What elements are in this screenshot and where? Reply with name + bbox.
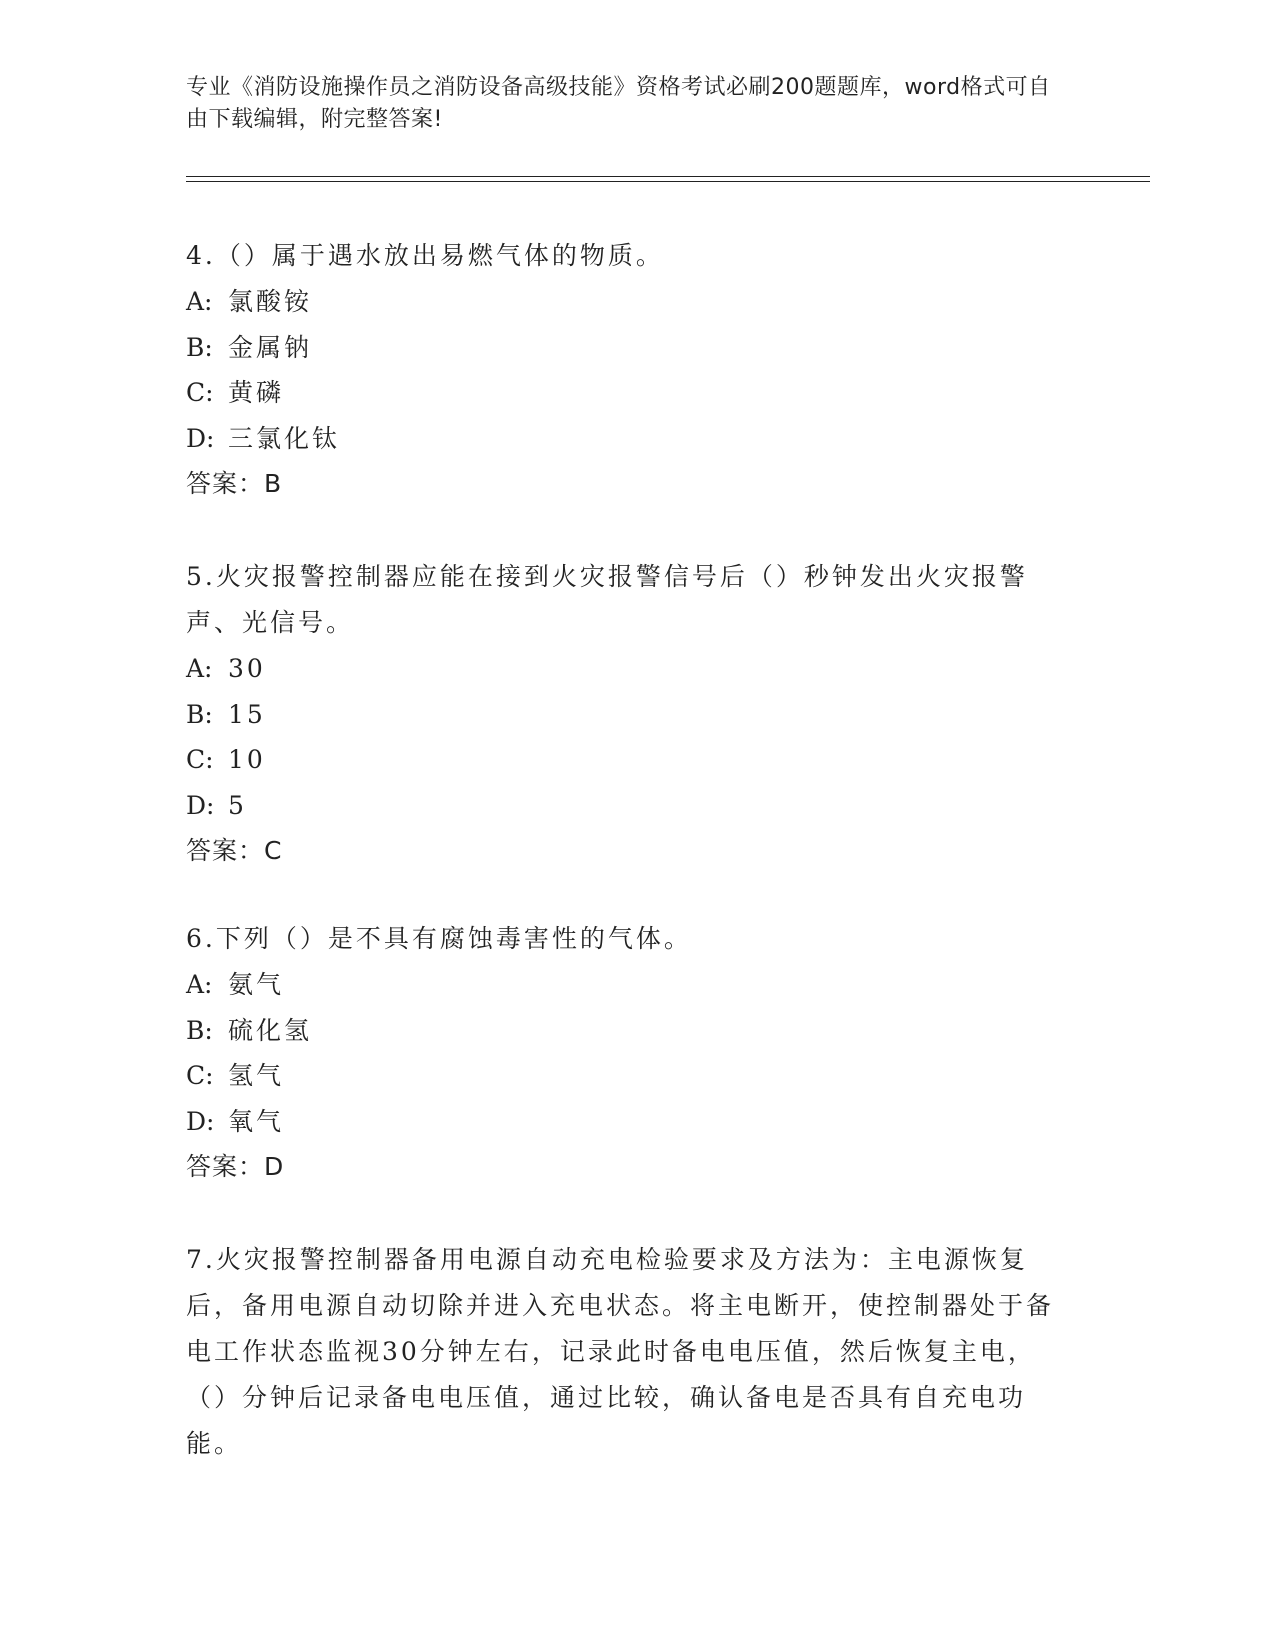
question-stem: 6.下列（）是不具有腐蚀毒害性的气体。 <box>186 924 692 953</box>
option-text: 10 <box>228 745 266 774</box>
question-4 <box>186 233 1066 507</box>
option-text: 氯酸铵 <box>228 287 313 316</box>
option-text: 硫化氢 <box>228 1015 313 1045</box>
option-b <box>186 325 1066 371</box>
question-stem: 5.火灾报警控制器应能在接到火灾报警信号后（）秒钟发出火灾报警声、光信号。 <box>186 562 1028 637</box>
option-text: 氧气 <box>228 1106 285 1136</box>
option-letter: C: <box>186 378 214 407</box>
option-letter: B: <box>186 699 213 729</box>
option-b <box>186 1008 1066 1054</box>
option-letter: B: <box>186 332 213 362</box>
option-letter: C: <box>186 1061 214 1090</box>
answer-line: 答案：B <box>186 469 283 498</box>
option-text: 5 <box>228 790 247 820</box>
option-a <box>186 279 1066 325</box>
option-c <box>186 1053 1066 1099</box>
option-a <box>186 646 1066 692</box>
option-text: 15 <box>228 699 266 729</box>
option-letter: A: <box>186 970 213 999</box>
option-letter: D: <box>186 790 215 820</box>
option-letter: A: <box>186 287 213 316</box>
option-d <box>186 1099 1066 1145</box>
answer-line: 答案：D <box>186 1152 285 1181</box>
option-text: 金属钠 <box>228 332 313 362</box>
option-c <box>186 370 1066 416</box>
option-letter: C: <box>186 745 214 774</box>
document-header-text: 专业《消防设施操作员之消防设备高级技能》资格考试必刷200题题库，word格式可自由下载编辑，附完整答案! <box>186 75 1051 132</box>
header-divider-bottom <box>186 181 1150 182</box>
option-text: 氢气 <box>228 1061 285 1090</box>
option-letter: D: <box>186 423 215 453</box>
option-d <box>186 783 1066 829</box>
option-text: 三氯化钛 <box>228 423 341 453</box>
option-letter: D: <box>186 1106 215 1136</box>
option-letter: B: <box>186 1015 213 1045</box>
option-b <box>186 692 1066 738</box>
option-d <box>186 416 1066 462</box>
option-letter: A: <box>186 654 213 683</box>
header-divider-top <box>186 176 1150 177</box>
answer-line: 答案：C <box>186 836 283 865</box>
option-a <box>186 962 1066 1008</box>
option-text: 30 <box>228 654 266 683</box>
option-c <box>186 737 1066 783</box>
option-text: 氨气 <box>228 970 285 999</box>
question-stem: 4.（）属于遇水放出易燃气体的物质。 <box>186 241 664 270</box>
question-7 <box>186 1237 1066 1467</box>
question-5 <box>186 554 1066 874</box>
option-text: 黄磷 <box>228 378 285 407</box>
question-6 <box>186 916 1066 1190</box>
question-stem: 7.火灾报警控制器备用电源自动充电检验要求及方法为：主电源恢复后，备用电源自动切除并进入充电状态。将主电断开，使控制器处于备电工作状态监视30分钟左右，记录此时备电电压值，然后恢复主电，（）分钟后记录备电电压值，通过比较，确认备电是否具有自充电功能。 <box>186 1245 1055 1458</box>
